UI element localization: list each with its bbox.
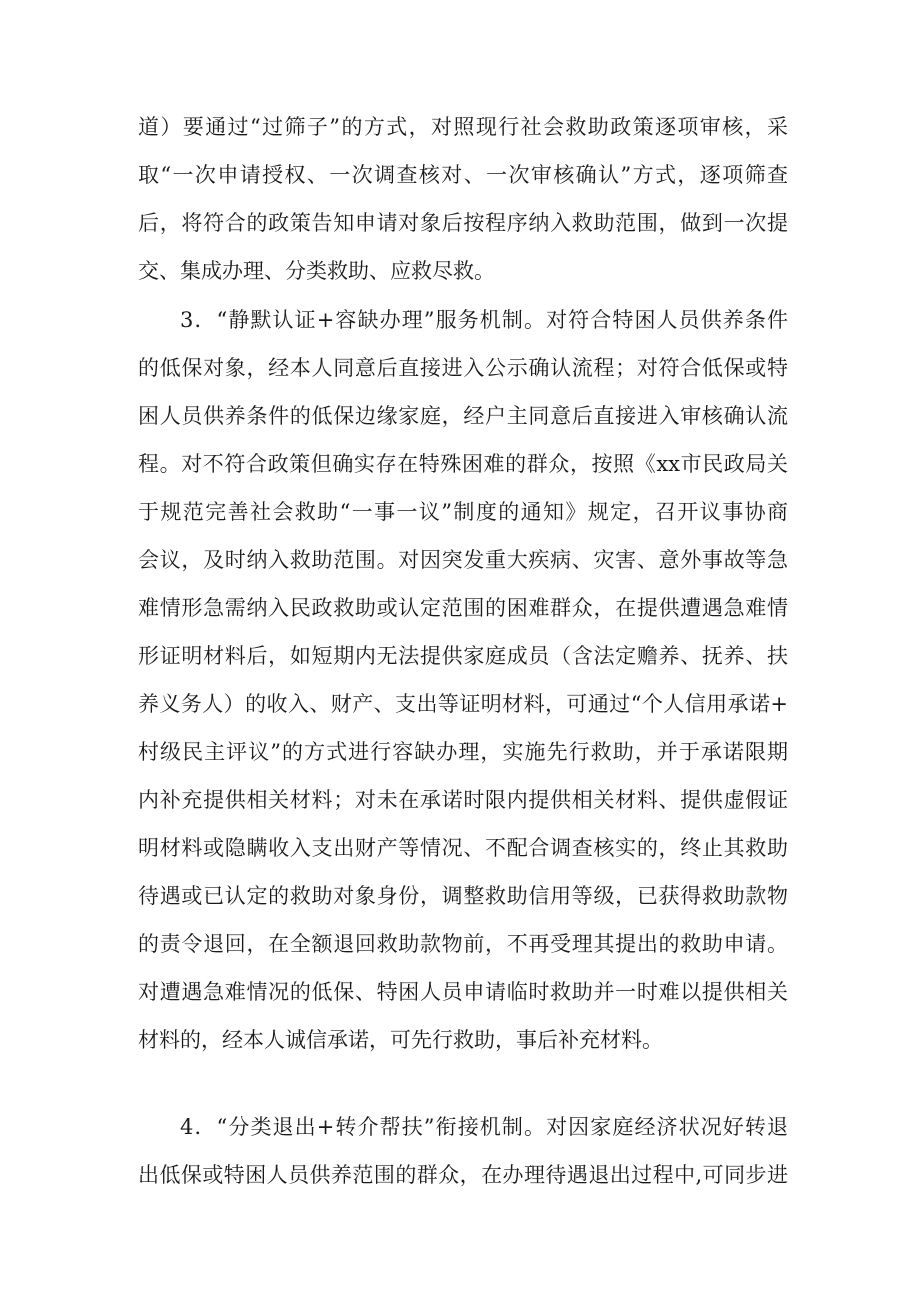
text-line: 材料的，经本人诚信承诺，可先行救助，事后补充材料。 [138,1028,663,1052]
text-line: 会议，及时纳入救助范围。对因突发重大疾病、灾害、意外事故等急 [138,548,788,572]
paragraph-heading-line: 4．“分类退出+转介帮扶”衔接机制。对因家庭经济状况好转退 [180,1115,788,1139]
text-line: 形证明材料后，如短期内无法提供家庭成员（含法定赡养、抚养、扶 [138,644,788,668]
text-line: 对遭遇急难情况的低保、特困人员申请临时救助并一时难以提供相关 [138,980,788,1004]
text-line: 道）要通过“过筛子”的方式，对照现行社会救助政策逐项审核，采 [138,115,788,139]
paragraph-4-classified-exit [138,1103,788,1199]
text-line: 程。对不符合政策但确实存在特殊困难的群众，按照《xx市民政局关 [138,452,788,476]
text-line: 交、集成办理、分类救助、应救尽救。 [138,259,495,283]
text-line: 内补充提供相关材料；对未在承诺时限内提供相关材料、提供虚假证 [138,788,788,812]
text-line: 困人员供养条件的低保边缘家庭，经户主同意后直接进入审核确认流 [138,404,788,428]
paragraph-continued [138,103,788,295]
paragraph-3-static-certification [138,296,788,1064]
paragraph-heading-line: 3．“静默认证+容缺办理”服务机制。对符合特困人员供养条件 [180,308,788,332]
text-line: 于规范完善社会救助“一事一议”制度的通知》规定，召开议事协商 [138,500,788,524]
text-line: 明材料或隐瞒收入支出财产等情况、不配合调查核实的，终止其救助 [138,836,788,860]
text-line: 的责令退回，在全额退回救助款物前，不再受理其提出的救助申请。 [138,932,788,956]
text-line: 村级民主评议”的方式进行容缺办理，实施先行救助，并于承诺限期 [138,740,788,764]
text-line: 待遇或已认定的救助对象身份，调整救助信用等级，已获得救助款物 [138,884,788,908]
text-line: 取“一次申请授权、一次调查核对、一次审核确认”方式，逐项筛查 [138,163,788,187]
text-line: 后，将符合的政策告知申请对象后按程序纳入救助范围，做到一次提 [138,211,788,235]
text-line: 出低保或特困人员供养范围的群众，在办理待遇退出过程中,可同步进 [138,1163,788,1187]
text-line: 的低保对象，经本人同意后直接进入公示确认流程；对符合低保或特 [138,356,788,380]
text-line: 难情形急需纳入民政救助或认定范围的困难群众，在提供遭遇急难情 [138,596,788,620]
text-line: 养义务人）的收入、财产、支出等证明材料，可通过“个人信用承诺+ [138,692,788,716]
